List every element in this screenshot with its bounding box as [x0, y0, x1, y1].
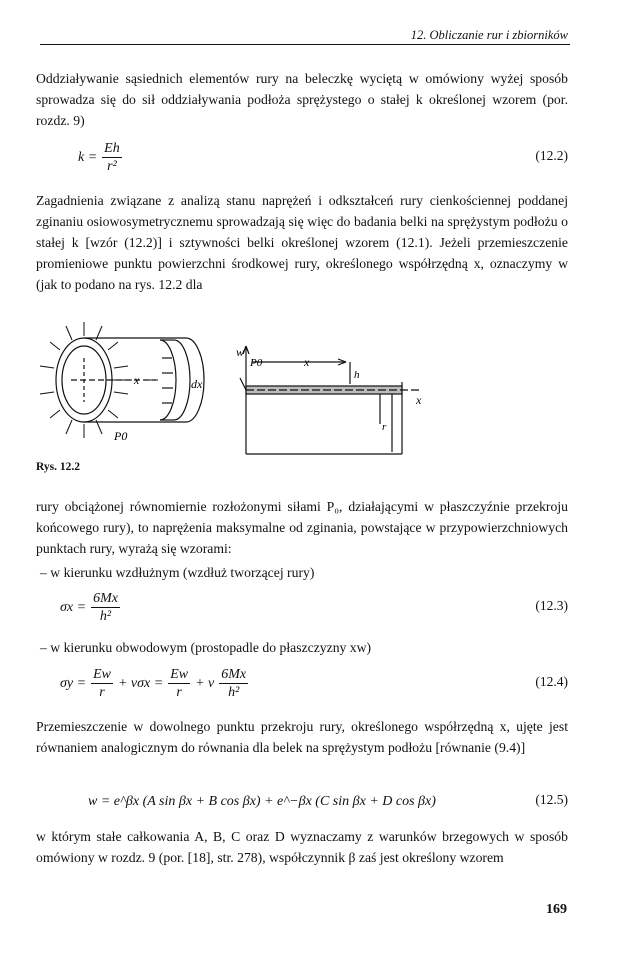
- eq3-c-numerator: 6Mx: [221, 667, 247, 682]
- label-x-left: x: [134, 373, 140, 387]
- eq3-b-numerator: Ew: [170, 667, 189, 682]
- list-item-circumferential: – w kierunku obwodowym (prostopadle do płaszczyzny xw): [40, 640, 372, 655]
- paragraph-1: Oddziaływanie sąsiednich elementów rury na beleczkę wyciętą w omówiony wyżej sposób sprowadza się do sił oddziaływania podłoża sprężystego o stałej k określonej wzorem (por. rozdz. 9): [36, 71, 568, 128]
- paragraph-4: Przemieszczenie w dowolnego punktu przekroju rury, określonego współrzędną x, ujęte jest równaniem analogicznym do równania dla belek na sprężystym podłożu [równanie (9.4)]: [36, 719, 568, 755]
- equation-12-2: [36, 136, 568, 180]
- eq3-plus-nu: + ν: [195, 676, 215, 691]
- label-dx: dx: [191, 377, 203, 391]
- eq3-middle: + νσx =: [117, 676, 164, 691]
- eq1-numerator: Eh: [104, 141, 120, 156]
- eq1-number: (12.2): [535, 148, 568, 163]
- eq3-fraction-a: [91, 667, 113, 701]
- eq3-c-denominator: h²: [228, 685, 240, 700]
- eq3-a-numerator: Ew: [93, 667, 111, 682]
- eq3-a-denominator: r: [99, 685, 105, 700]
- eq2-fraction: [91, 591, 120, 625]
- paragraph-5: w którym stałe całkowania A, B, C oraz D wyznaczamy z warunków brzegowych w sposób omówiony w rozdz. 9 (por. [18], str. 278), współczynnik β zaś jest określony wzorem: [36, 829, 568, 865]
- running-title: 12. Obliczanie rur i zbiorników: [410, 28, 568, 42]
- eq3-b-denominator: r: [176, 685, 182, 700]
- eq2-lhs: σx =: [60, 600, 87, 615]
- eq1-fraction: [102, 141, 122, 175]
- eq3-fraction-b: [168, 667, 190, 701]
- label-p0-left: P0: [114, 429, 128, 443]
- eq3-number: (12.4): [535, 674, 568, 689]
- label-w: w: [236, 345, 245, 359]
- beam-sketch: [240, 346, 422, 454]
- eq3-fraction-c: [219, 667, 248, 701]
- label-x-right-top: x: [304, 355, 310, 369]
- figure-drawing: [36, 318, 568, 468]
- label-h: h: [354, 369, 360, 381]
- eq1-denominator: r²: [107, 159, 117, 174]
- eq2-number: (12.3): [535, 598, 568, 613]
- equation-12-4: [36, 662, 568, 706]
- label-r: r: [382, 421, 387, 433]
- page-number: 169: [546, 902, 567, 917]
- equation-12-3: [36, 586, 568, 630]
- figure-caption: Rys. 12.2: [36, 461, 81, 473]
- eq1-lhs: k =: [78, 150, 98, 165]
- running-header: [40, 22, 570, 45]
- equation-12-5: [36, 780, 568, 824]
- figure-12-2: [36, 318, 568, 468]
- label-x-axis: x: [416, 393, 422, 407]
- eq4-number: (12.5): [535, 792, 568, 807]
- list-item-longitudinal: – w kierunku wzdłużnym (wzdłuż tworzącej rury): [40, 565, 315, 580]
- eq4-expression: w = e^βx (A sin βx + B cos βx) + e^−βx (C sin βx + D cos βx): [88, 794, 436, 809]
- label-p0-right: P0: [250, 357, 263, 369]
- eq2-numerator: 6Mx: [93, 591, 118, 606]
- paragraph-2: Zagadnienia związane z analizą stanu naprężeń i odkształceń rury cienkościennej poddanej zginaniu osiowosymetrycznemu sprowadzają się więc do badania belki na sprężystym podłożu o stałej k [wzór (12.2)] i sztywności belki określonej wzorem (12.1). Jeżeli przemieszczenie promieniowe punktu powierzchni środkowej rury, określonego współrzędną x, oznaczymy w (jak to podano na rys. 12.2 dla: [36, 193, 568, 292]
- paragraph-3: rury obciążonej równomiernie rozłożonymi siłami P₀, działającymi w płaszczyźnie przekroju końcowego rury), to naprężenia maksymalne od zginania, powstające w przypowierzchniowych punktach rury, wyrażą się wzorami:: [36, 499, 568, 556]
- eq2-denominator: h²: [99, 609, 112, 624]
- eq3-lhs: σy =: [60, 676, 87, 691]
- pipe-sketch: [40, 322, 204, 438]
